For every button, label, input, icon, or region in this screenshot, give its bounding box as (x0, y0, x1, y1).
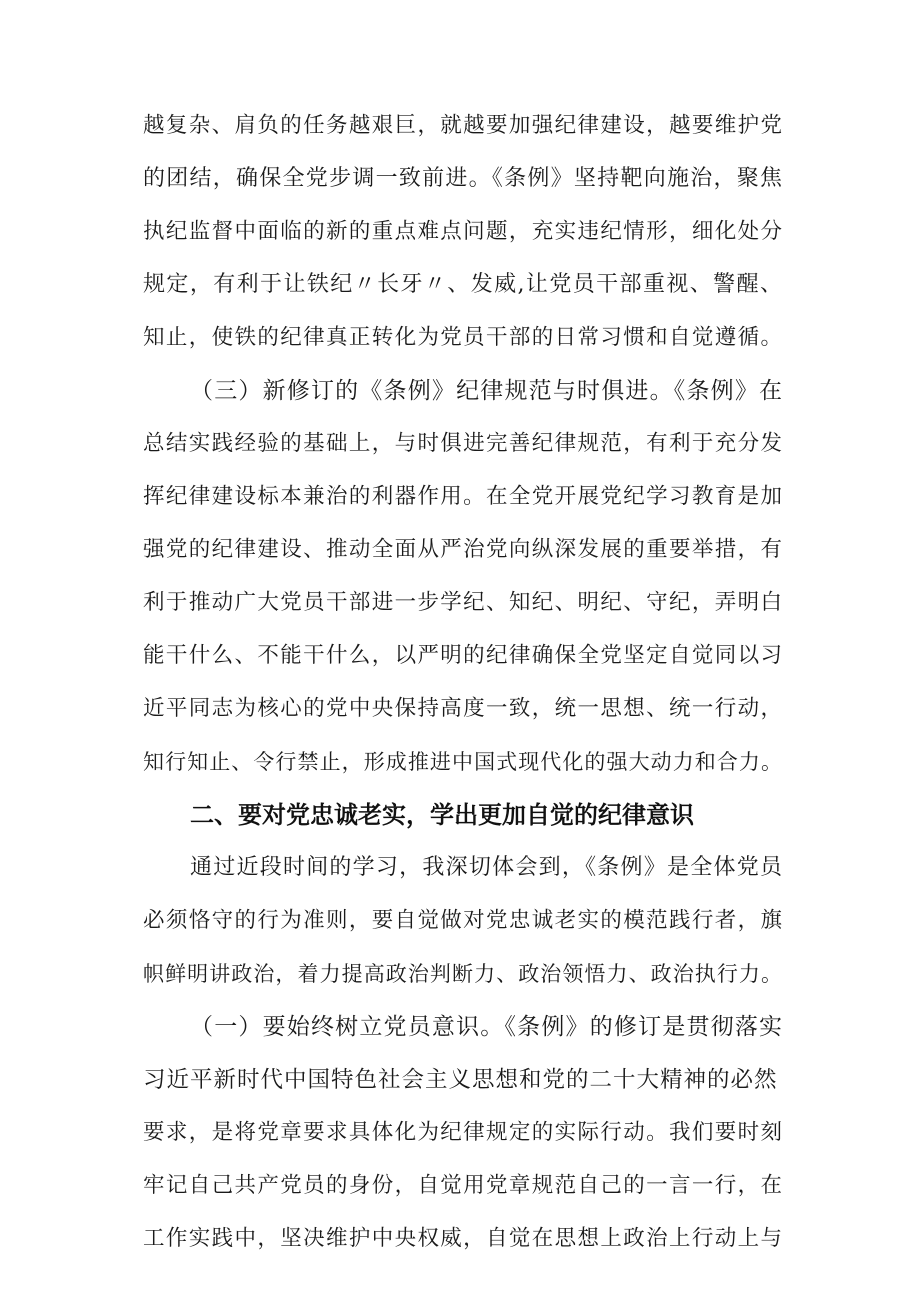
paragraph-1-line-1: 越复杂、肩负的任务越艰巨，就越要加强纪律建设，越要维护党 (143, 113, 783, 138)
paragraph-2-line-3: 挥纪律建设标本兼治的利器作用。在全党开展党纪学习教育是加 (143, 484, 783, 509)
paragraph-4-line-4: 牢记自己共产党员的身份，自觉用党章规范自己的一言一行，在 (143, 1173, 783, 1198)
paragraph-1-line-3: 执纪监督中面临的新的重点难点问题，充实违纪情形，细化处分 (143, 219, 783, 244)
paragraph-2-line-7: 近平同志为核心的党中央保持高度一致，统一思想、统一行动， (143, 696, 783, 721)
paragraph-2-line-2: 总结实践经验的基础上，与时俱进完善纪律规范，有利于充分发 (143, 431, 783, 456)
paragraph-3-line-3: 帜鲜明讲政治，着力提高政治判断力、政治领悟力、政治执行力。 (143, 962, 783, 986)
paragraph-1-line-5: 知止，使铁的纪律真正转化为党员干部的日常习惯和自觉遵循。 (143, 325, 783, 350)
paragraph-3-line-2: 必须恪守的行为准则，要自觉做对党忠诚老实的模范践行者，旗 (143, 908, 783, 933)
paragraph-2-line-8: 知行知止、令行禁止，形成推进中国式现代化的强大动力和合力。 (143, 750, 783, 774)
paragraph-2-line-6: 能干什么、不能干什么，以严明的纪律确保全党坚定自觉同以习 (143, 643, 783, 668)
paragraph-1-line-2: 的团结，确保全党步调一致前进。《条例》坚持靶向施治，聚焦 (143, 166, 783, 191)
paragraph-4-line-1: （一）要始终树立党员意识。《条例》的修订是贯彻落实 (190, 1014, 783, 1040)
paragraph-1-line-4: 规定，有利于让铁纪〃长牙〃、发威,让党员干部重视、警醒、 (143, 272, 783, 297)
paragraph-4-line-2: 习近平新时代中国特色社会主义思想和党的二十大精神的必然 (143, 1067, 778, 1093)
section-heading: 二、要对党忠诚老实，学出更加自觉的纪律意识 (190, 801, 694, 829)
paragraph-3-line-1: 通过近段时间的学习，我深切体会到，《条例》是全体党员 (190, 855, 783, 880)
paragraph-4-line-3: 要求，是将党章要求具体化为纪律规定的实际行动。我们要时刻 (143, 1120, 783, 1145)
paragraph-2-line-5: 利于推动广大党员干部进一步学纪、知纪、明纪、守纪，弄明白 (143, 590, 783, 615)
paragraph-4-line-5: 工作实践中，坚决维护中央权威，自觉在思想上政治上行动上与 (143, 1226, 783, 1251)
paragraph-2-line-1: （三）新修订的《条例》纪律规范与时俱进。《条例》在 (190, 378, 783, 404)
paragraph-2-line-4: 强党的纪律建设、推动全面从严治党向纵深发展的重要举措，有 (143, 537, 783, 562)
